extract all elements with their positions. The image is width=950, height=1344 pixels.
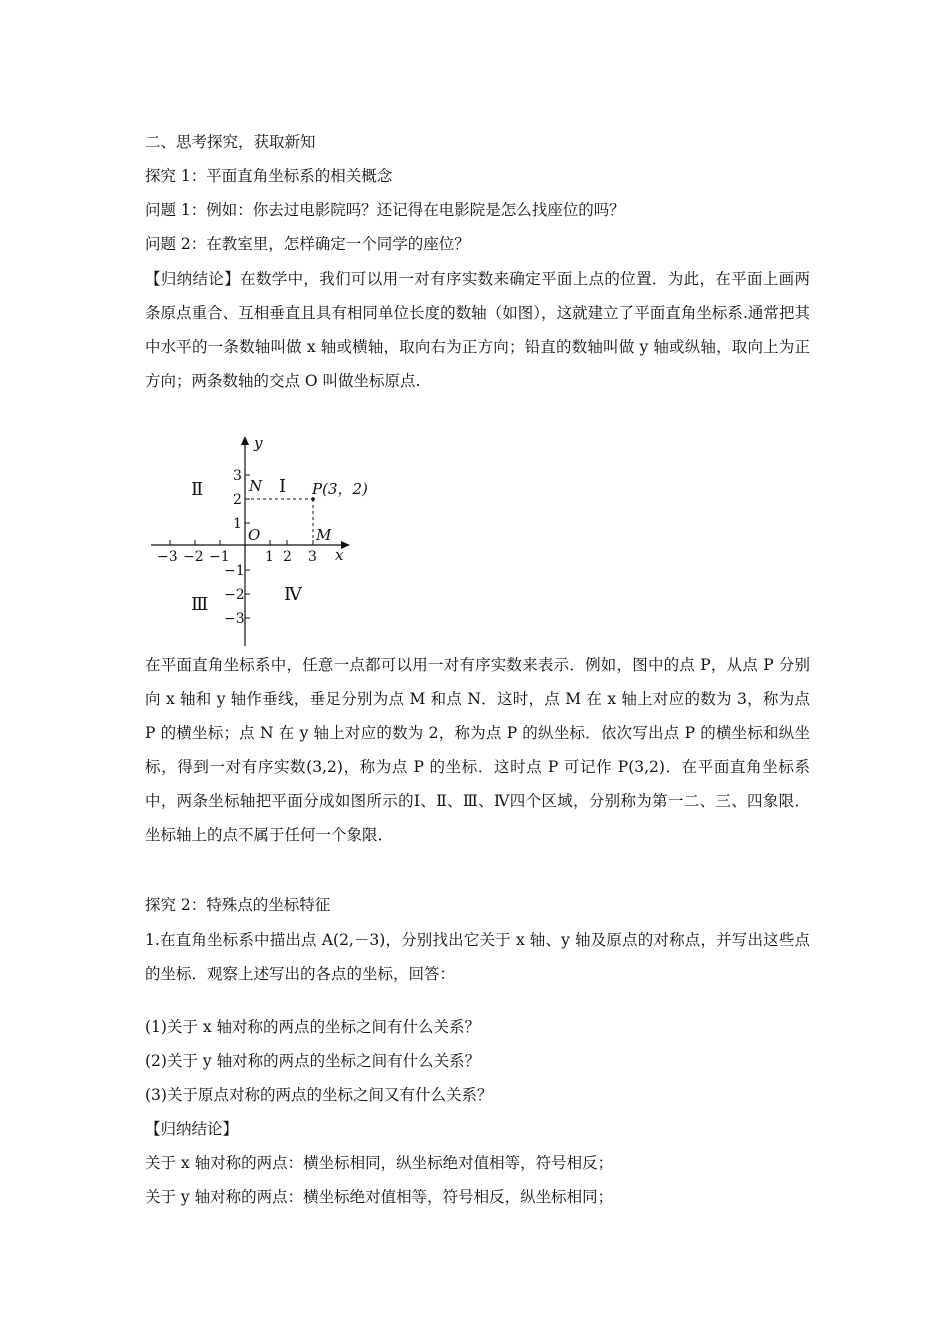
y-tick-label: −3 <box>224 611 245 627</box>
y-axis-arrow <box>241 436 249 445</box>
sub-question-1: (1)关于 x 轴对称的两点的坐标之间有什么关系？ <box>145 1018 481 1036</box>
sub-question-2: (2)关于 y 轴对称的两点的坐标之间有什么关系？ <box>145 1052 481 1070</box>
conclusion-2-title: 【归纳结论】 <box>145 1120 239 1138</box>
x-tick-label: −1 <box>209 549 230 565</box>
point-m-label: M <box>316 526 332 544</box>
x-tick-label: 3 <box>308 549 317 565</box>
y-tick-label: 2 <box>233 492 242 508</box>
item-1: 1.在直角坐标系中描出点 A(2,－3)，分别找出它关于 x 轴、y 轴及原点的对称点，并写出这些点的坐标．观察上述写出的各点的坐标，回答： <box>145 931 810 983</box>
coordinate-system-svg <box>145 428 405 650</box>
rule-x-axis-symmetry: 关于 x 轴对称的两点：横坐标相同，纵坐标绝对值相等，符号相反； <box>145 1154 614 1172</box>
quadrant-i-label: Ⅰ <box>279 476 287 497</box>
explore2-title: 探究 2：特殊点的坐标特征 <box>145 896 331 914</box>
coordinates-paragraph: 在平面直角坐标系中，任意一点都可以用一对有序实数来表示．例如，图中的点 P，从点 P 分别向 x 轴和 y 轴作垂线，垂足分别为点 M 和点 N．这时，点 M 在 x 轴上对应的数为 3，称为点 P 的横坐标；点 N 在 y 轴上对应的数为 2，称为点 P 的纵坐标．依次写出点 P 的横坐标和纵坐标，得到一对有序实数(3,2)，称为点 P 的坐标．这时点 P 可记作 P(3,2)．在平面直角坐标系中，两条坐标轴把平面分成如图所示的Ⅰ、Ⅱ、Ⅲ、Ⅳ四个区域，分别称为第一二、三、四象限．坐标轴上的点不属于任何一个象限． <box>145 656 810 844</box>
explore1-title: 探究 1：平面直角坐标系的相关概念 <box>145 167 393 185</box>
y-tick-label: 3 <box>233 468 242 484</box>
y-tick-label: −2 <box>224 587 245 603</box>
quadrant-iv-label: Ⅳ <box>284 584 302 605</box>
sub-question-3: (3)关于原点对称的两点的坐标之间又有什么关系？ <box>145 1086 493 1104</box>
y-tick-label: −1 <box>224 563 245 579</box>
y-axis-label: y <box>254 434 263 452</box>
question-2: 问题 2：在教室里，怎样确定一个同学的座位？ <box>145 235 470 253</box>
x-tick-label: 2 <box>283 549 292 565</box>
y-tick-label: 1 <box>233 516 242 532</box>
coordinate-system-figure <box>145 428 405 650</box>
section-heading: 二、思考探究，获取新知 <box>145 133 316 151</box>
point-n-label: N <box>249 477 263 495</box>
origin-label: O <box>248 526 261 544</box>
quadrant-iii-label: Ⅲ <box>191 594 209 615</box>
question-1: 问题 1：例如：你去过电影院吗？还记得在电影院是怎么找座位的吗？ <box>145 201 625 219</box>
x-tick-label: −3 <box>157 549 178 565</box>
quadrant-ii-label: Ⅱ <box>191 479 204 500</box>
x-tick-label: 1 <box>265 549 274 565</box>
point-p-label: P(3，2) <box>312 480 368 498</box>
conclusion-1-paragraph: 【归纳结论】在数学中，我们可以用一对有序实数来确定平面上点的位置．为此，在平面上画两条原点重合、互相垂直且具有相同单位长度的数轴（如图），这就建立了平面直角坐标系.通常把其中水平的一条数轴叫做 x 轴或横轴，取向右为正方向；铅直的数轴叫做 y 轴或纵轴，取向上为正方向；两条数轴的交点 O 叫做坐标原点. <box>145 270 810 390</box>
x-tick-label: −2 <box>183 549 204 565</box>
rule-y-axis-symmetry: 关于 y 轴对称的两点：横坐标绝对值相等，符号相反，纵坐标相同； <box>145 1188 614 1206</box>
x-axis-label: x <box>335 546 344 564</box>
